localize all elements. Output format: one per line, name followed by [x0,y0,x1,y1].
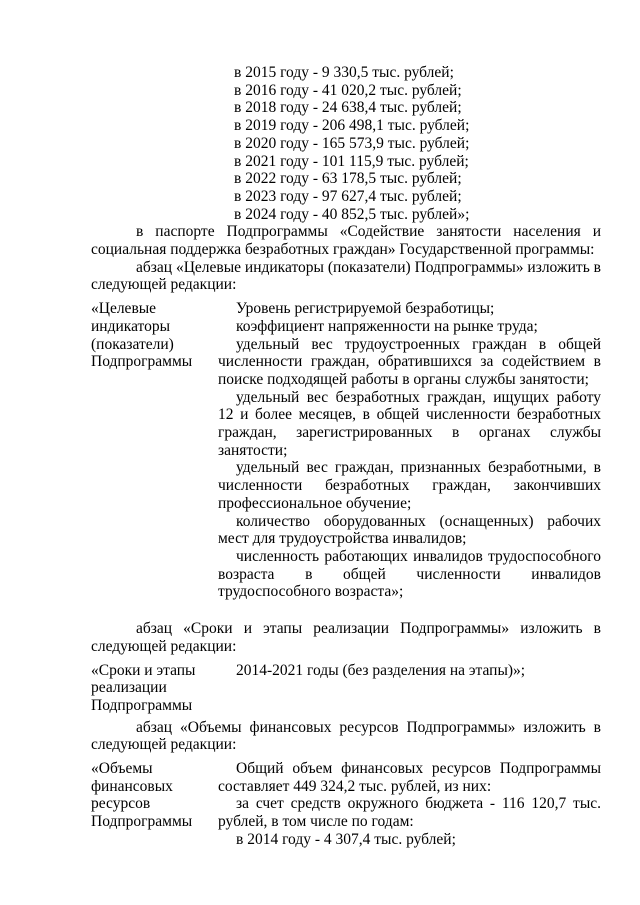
paragraph-indicators-intro: абзац «Целевые индикаторы (показатели) Подпрограммы» изложить в следующей редакции: [91,258,601,294]
finance-lines [218,760,601,849]
year-line: в 2018 году - 24 638,4 тыс. рублей; [234,99,462,117]
year-line: в 2024 году - 40 852,5 тыс. рублей»; [234,205,470,223]
paragraph-finance-intro: абзац «Объемы финансовых ресурсов Подпрограммы» изложить в следующей редакции: [91,718,601,754]
finance-row [91,760,601,849]
indicators-row [91,300,601,601]
indicators-list [218,300,601,601]
finance-label: «Объемы финансовых ресурсов Подпрограммы [91,760,193,831]
document-page [91,64,601,849]
paragraph-terms-intro: абзац «Сроки и этапы реализации Подпрограммы» изложить в следующей редакции: [91,620,601,655]
terms-label: «Сроки и этапы реализации Подпрограммы [91,661,196,714]
indicators-label: «Целевые индикаторы (показатели) Подпрограммы [91,300,193,371]
funding-by-year-list [234,64,601,223]
year-line: в 2021 году - 101 115,9 тыс. рублей; [234,152,469,170]
indicator-item: коэффициент напряженности на рынке труда; [236,317,538,335]
indicator-item: численность работающих инвалидов трудоспособного возраста в общей численности инвалидов трудоспособного возраста»; [218,547,601,601]
year-line: в 2019 году - 206 498,1 тыс. рублей; [234,117,470,135]
terms-value: 2014-2021 годы (без разделения на этапы)»; [236,661,526,679]
indicator-item: Уровень регистрируемой безработицы; [236,300,495,318]
year-line: в 2016 году - 41 020,2 тыс. рублей; [234,81,462,99]
finance-line: Общий объем финансовых ресурсов Подпрограммы составляет 449 324,2 тыс. рублей, из них: [218,760,601,795]
year-line: в 2022 году - 63 178,5 тыс. рублей; [234,170,462,188]
year-line: в 2020 году - 165 573,9 тыс. рублей; [234,134,470,152]
terms-row [91,662,601,715]
finance-line: за счет средств окружного бюджета - 116 120,7 тыс. рублей, в том числе по годам: [218,795,601,831]
paragraph-passport: в паспорте Подпрограммы «Содействие занятости населения и социальная поддержка безработных граждан» Государственной программы: [91,223,601,259]
indicator-item: количество оборудованных (оснащенных) рабочих мест для трудоустройства инвалидов; [218,512,601,548]
indicator-item: удельный вес граждан, признанных безработными, в численности безработных граждан, закончивших профессиональное обучение; [218,459,601,512]
indicator-item: удельный вес трудоустроенных граждан в общей численности граждан, обратившихся за содействием в поиске подходящей работы в органы службы занятости; [218,335,601,388]
indicator-item: удельный вес безработных граждан, ищущих работу 12 и более месяцев, в общей численности безработных граждан, зарегистрированных в органах службы занятости; [218,388,601,459]
finance-line: в 2014 году - 4 307,4 тыс. рублей; [236,830,456,848]
year-line: в 2023 году - 97 627,4 тыс. рублей; [234,187,462,205]
terms-value-cell [218,662,601,715]
year-line: в 2015 году - 9 330,5 тыс. рублей; [234,64,454,81]
